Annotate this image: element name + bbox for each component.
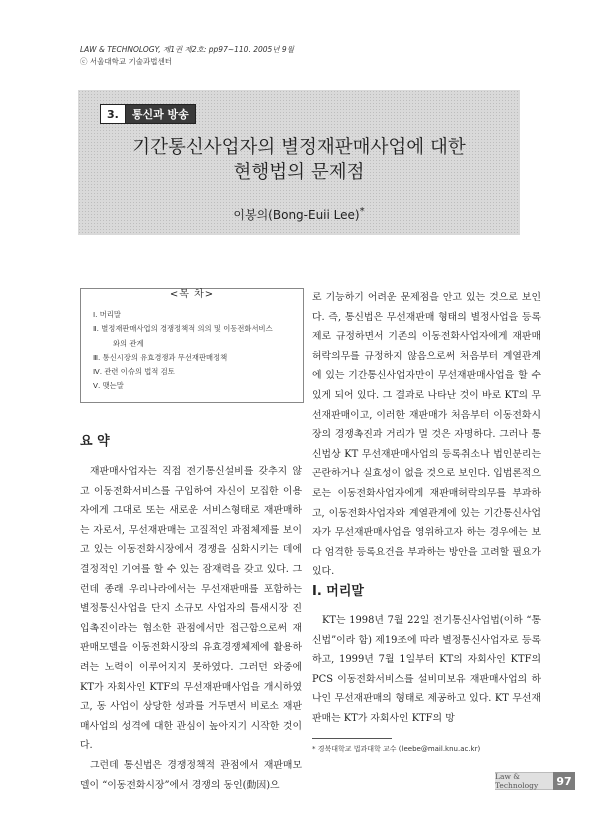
footnote-rule (312, 738, 392, 739)
journal-line: LAW & TECHNOLOGY, 제1권 제2호: pp97~110. 2005년 9월 (80, 45, 294, 54)
body-paragraph: 로 기능하기 어려운 문제점을 안고 있는 것으로 보인다. 즉, 통신법은 무선재판매 형태의 별정사업을 등록제로 규정하면서 기존의 이동전화사업자에게 재판매허락의무를 규정하지 않음으로써 처음부터 계열관계에 있는 기간통신사업자만이 무선재판매사업을 할 수 있게 되어 있다. 그 결과로 나타난 것이 바로 KT의 무선재판매이고, 이러한 재판매가 처음부터 이동전화시장의 경쟁촉진과 거리가 멀 것은 자명하다. 그러나 통신법상 KT 무선재판매사업의 등록취소나 법인분리는 곤란하거나 실효성이 없을 것으로 보인다. 입법론적으로는 이동전화사업자에게 재판매허락의무를 부과하고, 이동전화사업자와 계열관계에 있는 기간통신사업자가 무선재판매사업을 영위하고자 하는 경우에는 보다 엄격한 등록요건을 부과하는 방안을 고려할 필요가 있다. (312, 292, 541, 578)
toc-item: 와의 관계 (113, 338, 144, 348)
journal-header (80, 44, 294, 68)
intro-heading: Ⅰ. 머리말 (312, 584, 364, 599)
section-tag (100, 104, 196, 124)
intro-text (312, 611, 541, 729)
publisher-line: ⓒ 서울대학교 기술과법센터 (80, 57, 172, 66)
summary-heading: 요 약 (80, 434, 110, 449)
article-title-line2: 현행법의 문제점 (233, 162, 365, 183)
summary-column (80, 462, 302, 795)
toc-item: Ⅱ. 별정재판매사업의 경쟁정책적 의의 및 이동전화서비스 (93, 324, 273, 334)
body-paragraph: KT는 1998년 7월 22일 전기통신사업법(이하 “통신법”이라 함) 제19조에 따라 별정통신사업자로 등록하고, 1999년 7월 1일부터 KT의 자회사인 KTF의 PCS 이동전화서비스를 설비미보유 재판매사업의 하나인 무선재판매의 형태로 제공하고 있다. KT 무선재판매는 KT가 자회사인 KTF의 망 (312, 615, 541, 724)
footer-journal-name: Law & Technology (495, 772, 553, 790)
summary-paragraph: 재판매사업자는 직접 전기통신설비를 갖추지 않고 이동전화서비스를 구입하여 자신이 모집한 이용자에게 그대로 또는 새로운 서비스형태로 재판매하는 자로서, 무선재판매는 고질적인 과점체제를 보이고 있는 이동전화시장에서 경쟁을 심화시키는 데에 결정적인 기여를 할 수 있는 잠재력을 갖고 있다. 그런데 종래 우리나라에서는 무선재판매를 포함하는 별정통신사업을 단지 소규모 사업자의 틈새시장 진입촉진이라는 협소한 관점에서만 접근함으로써 재판매모델을 이동전화시장의 유효경쟁체제에 활용하려는 노력이 이루어지지 못하였다. 그러던 와중에 KT가 자회사인 KTF의 무선재판매사업을 개시하였고, 동 사업이 상당한 성과를 거두면서 비로소 재판매사업의 성격에 대한 관심이 높아지기 시작한 것이다. (80, 466, 302, 752)
toc-item: Ⅲ. 통신시장의 유효경쟁과 무선재판매정책 (93, 352, 228, 362)
author-footnote-mark: * (359, 206, 365, 217)
section-number: 3. (101, 105, 126, 123)
author-name: 이봉의(Bong-Euii Lee) (233, 208, 360, 222)
toc-item: Ⅴ. 맺는말 (93, 381, 124, 391)
author (78, 206, 520, 223)
toc-title: <목 차> (166, 289, 218, 300)
table-of-contents (80, 288, 304, 403)
toc-item: Ⅰ. 머리말 (93, 310, 121, 319)
right-column-text (312, 288, 541, 582)
summary-paragraph: 그런데 통신법은 경쟁정책적 관점에서 재판매모델이 “이동전화시장”에서 경쟁의 동인(動因)으 (80, 759, 302, 791)
article-title-line1: 기간통신사업자의 별정재판매사업에 대한 (132, 137, 466, 158)
footnote: * 경북대학교 법과대학 교수 (leebe@mail.knu.ac.kr) (312, 745, 481, 753)
toc-item: Ⅳ. 관련 이슈의 법적 검토 (93, 367, 175, 377)
page-footer (495, 772, 575, 790)
page-number: 97 (553, 772, 575, 790)
section-label: 통신과 방송 (126, 105, 195, 123)
